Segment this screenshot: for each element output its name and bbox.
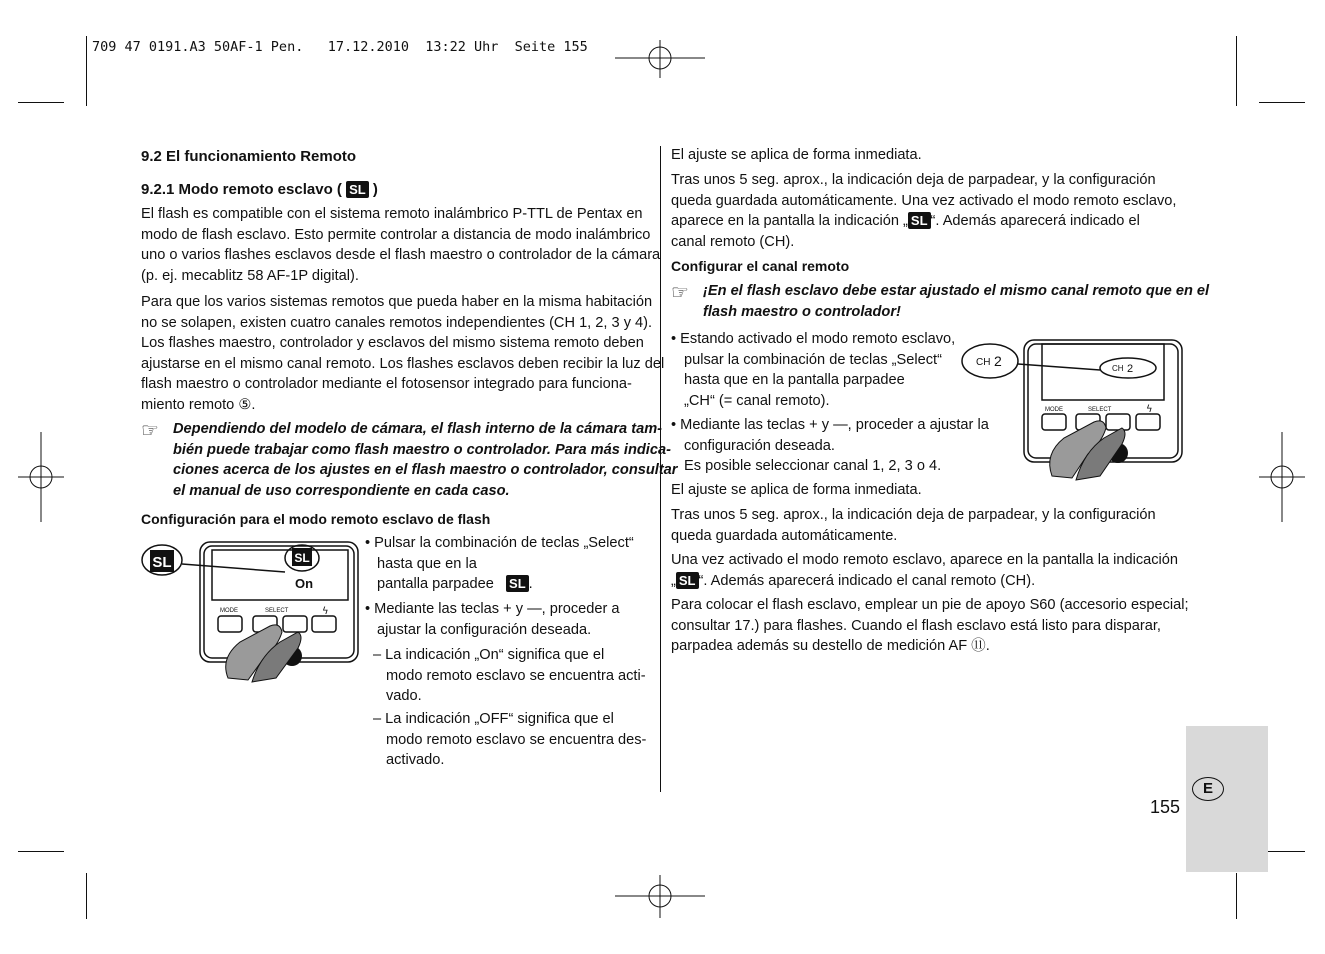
mode-label: MODE <box>1045 407 1063 413</box>
paragraph-1: El flash es compatible con el sistema remoto inalámbrico P-TTL de Pentax en modo de flash esclavo. Esto permite controlar a distancia de modo inalámbrico uno o varios flashes esclavos desde el flash maestro o controlador de la cámara (p. ej. mecablitz 58 AF-1P digital). <box>141 206 661 284</box>
right-para-4: Tras unos 5 seg. aprox., la indicación deja de parpadear, y la configuración queda guardada automáticamente. <box>671 507 1156 544</box>
channel-panel-diagram <box>960 336 1188 486</box>
sl-icon: SL <box>294 551 310 565</box>
note-text: Dependiendo del modelo de cámara, el flash interno de la cámara tam- bién puede trabajar como flash maestro o controlador. Para más indica- ciones acerca de los ajustes en el flash maestro o controlador, consultar el manual de uso correspondiente en cada caso. <box>173 421 678 499</box>
pointing-hand-icon: ☞ <box>141 420 159 442</box>
bullet-channel-adjust: • Mediante las teclas + y —, proceder a ajustar la configuración deseada. Es posible seleccionar canal 1, 2, 3 o 4. <box>671 417 989 475</box>
sl-icon: SL <box>908 212 931 229</box>
ch-number-small: 2 <box>1127 363 1134 375</box>
subsection-heading: 9.2.1 Modo remoto esclavo ( SL ) <box>141 181 378 198</box>
sl-icon: SL <box>506 575 529 592</box>
ch-label-small: CH <box>1112 364 1124 373</box>
ch-number-large: 2 <box>994 353 1002 369</box>
right-para-2: Tras unos 5 seg. aprox., la indicación deja de parpadear, y la configuración queda guardada automáticamente. Una vez activado el modo remoto esclavo, aparece en la pantalla la indicación „ SL “. Además aparecerá indicado el canal remoto (CH). <box>671 172 1177 250</box>
sl-icon: SL <box>152 554 172 571</box>
right-para-5: Una vez activado el modo remoto esclavo, aparece en la pantalla la indicación „ SL “. Además aparecerá indicado el canal remoto (CH). <box>671 552 1179 589</box>
select-label: SELECT <box>1088 407 1112 413</box>
mode-label: MODE <box>220 608 238 614</box>
select-label: SELECT <box>265 608 289 614</box>
ch-label-large: CH <box>976 357 991 368</box>
sl-icon: SL <box>346 181 369 198</box>
language-badge: E <box>1192 777 1224 801</box>
flash-panel-diagram <box>140 538 365 688</box>
paragraph-2: Para que los varios sistemas remotos que pueda haber en la misma habitación no se solapen, existen cuatro canales remotos independientes (CH 1, 2, 3 y 4). Los flashes maestro, controlador y esclavos del mismo sistema remoto deben ajustarse en el mismo canal remoto. Los flashes esclavos deben recibir la luz del flash maestro o controlador mediante el fotosensor integrado para funciona- miento remoto ⑤. <box>141 294 665 413</box>
display-on-text: On <box>295 576 314 591</box>
flash-icon: ϟ <box>1146 404 1153 415</box>
dash-off: – La indicación „OFF“ significa que el modo remoto esclavo se encuentra des- activado. <box>373 711 647 769</box>
channel-note: ¡En el flash esclavo debe estar ajustado el mismo canal remoto que en el flash maestro o controlador! <box>703 283 1210 320</box>
page-number: 155 <box>1150 797 1181 817</box>
pointing-hand-icon: ☞ <box>671 282 689 304</box>
right-para-3: El ajuste se aplica de forma inmediata. <box>671 482 922 498</box>
bullet-adjust: • Mediante las teclas + y —, proceder a ajustar la configuración deseada. <box>365 601 620 638</box>
right-para-6: Para colocar el flash esclavo, emplear un pie de apoyo S60 (accesorio especial; consultar 17.) para flashes. Cuando el flash esclavo está listo para disparar, parpadea además su destello de medición AF ⑪. <box>671 597 1189 655</box>
sl-icon: SL <box>676 572 699 589</box>
bullet-press-select: • Pulsar la combinación de teclas „Select“ hasta que en la pantalla parpadee SL . <box>365 535 634 593</box>
dash-on: – La indicación „On“ significa que el modo remoto esclavo se encuentra acti- vado. <box>373 647 646 705</box>
channel-heading: Configurar el canal remoto <box>671 258 850 274</box>
print-slug: 709 47 0191.A3 50AF-1 Pen. 17.12.2010 13:22 Uhr Seite 155 <box>92 39 588 55</box>
section-heading: 9.2 El funcionamiento Remoto <box>141 148 357 165</box>
config-heading: Configuración para el modo remoto esclavo de flash <box>141 511 491 527</box>
right-para-1: El ajuste se aplica de forma inmediata. <box>671 147 922 163</box>
bullet-channel-select: • Estando activado el modo remoto esclavo, pulsar la combinación de teclas „Select“ hasta que en la pantalla parpadee „CH“ (= canal remoto). <box>671 331 956 409</box>
flash-icon: ϟ <box>322 606 329 617</box>
